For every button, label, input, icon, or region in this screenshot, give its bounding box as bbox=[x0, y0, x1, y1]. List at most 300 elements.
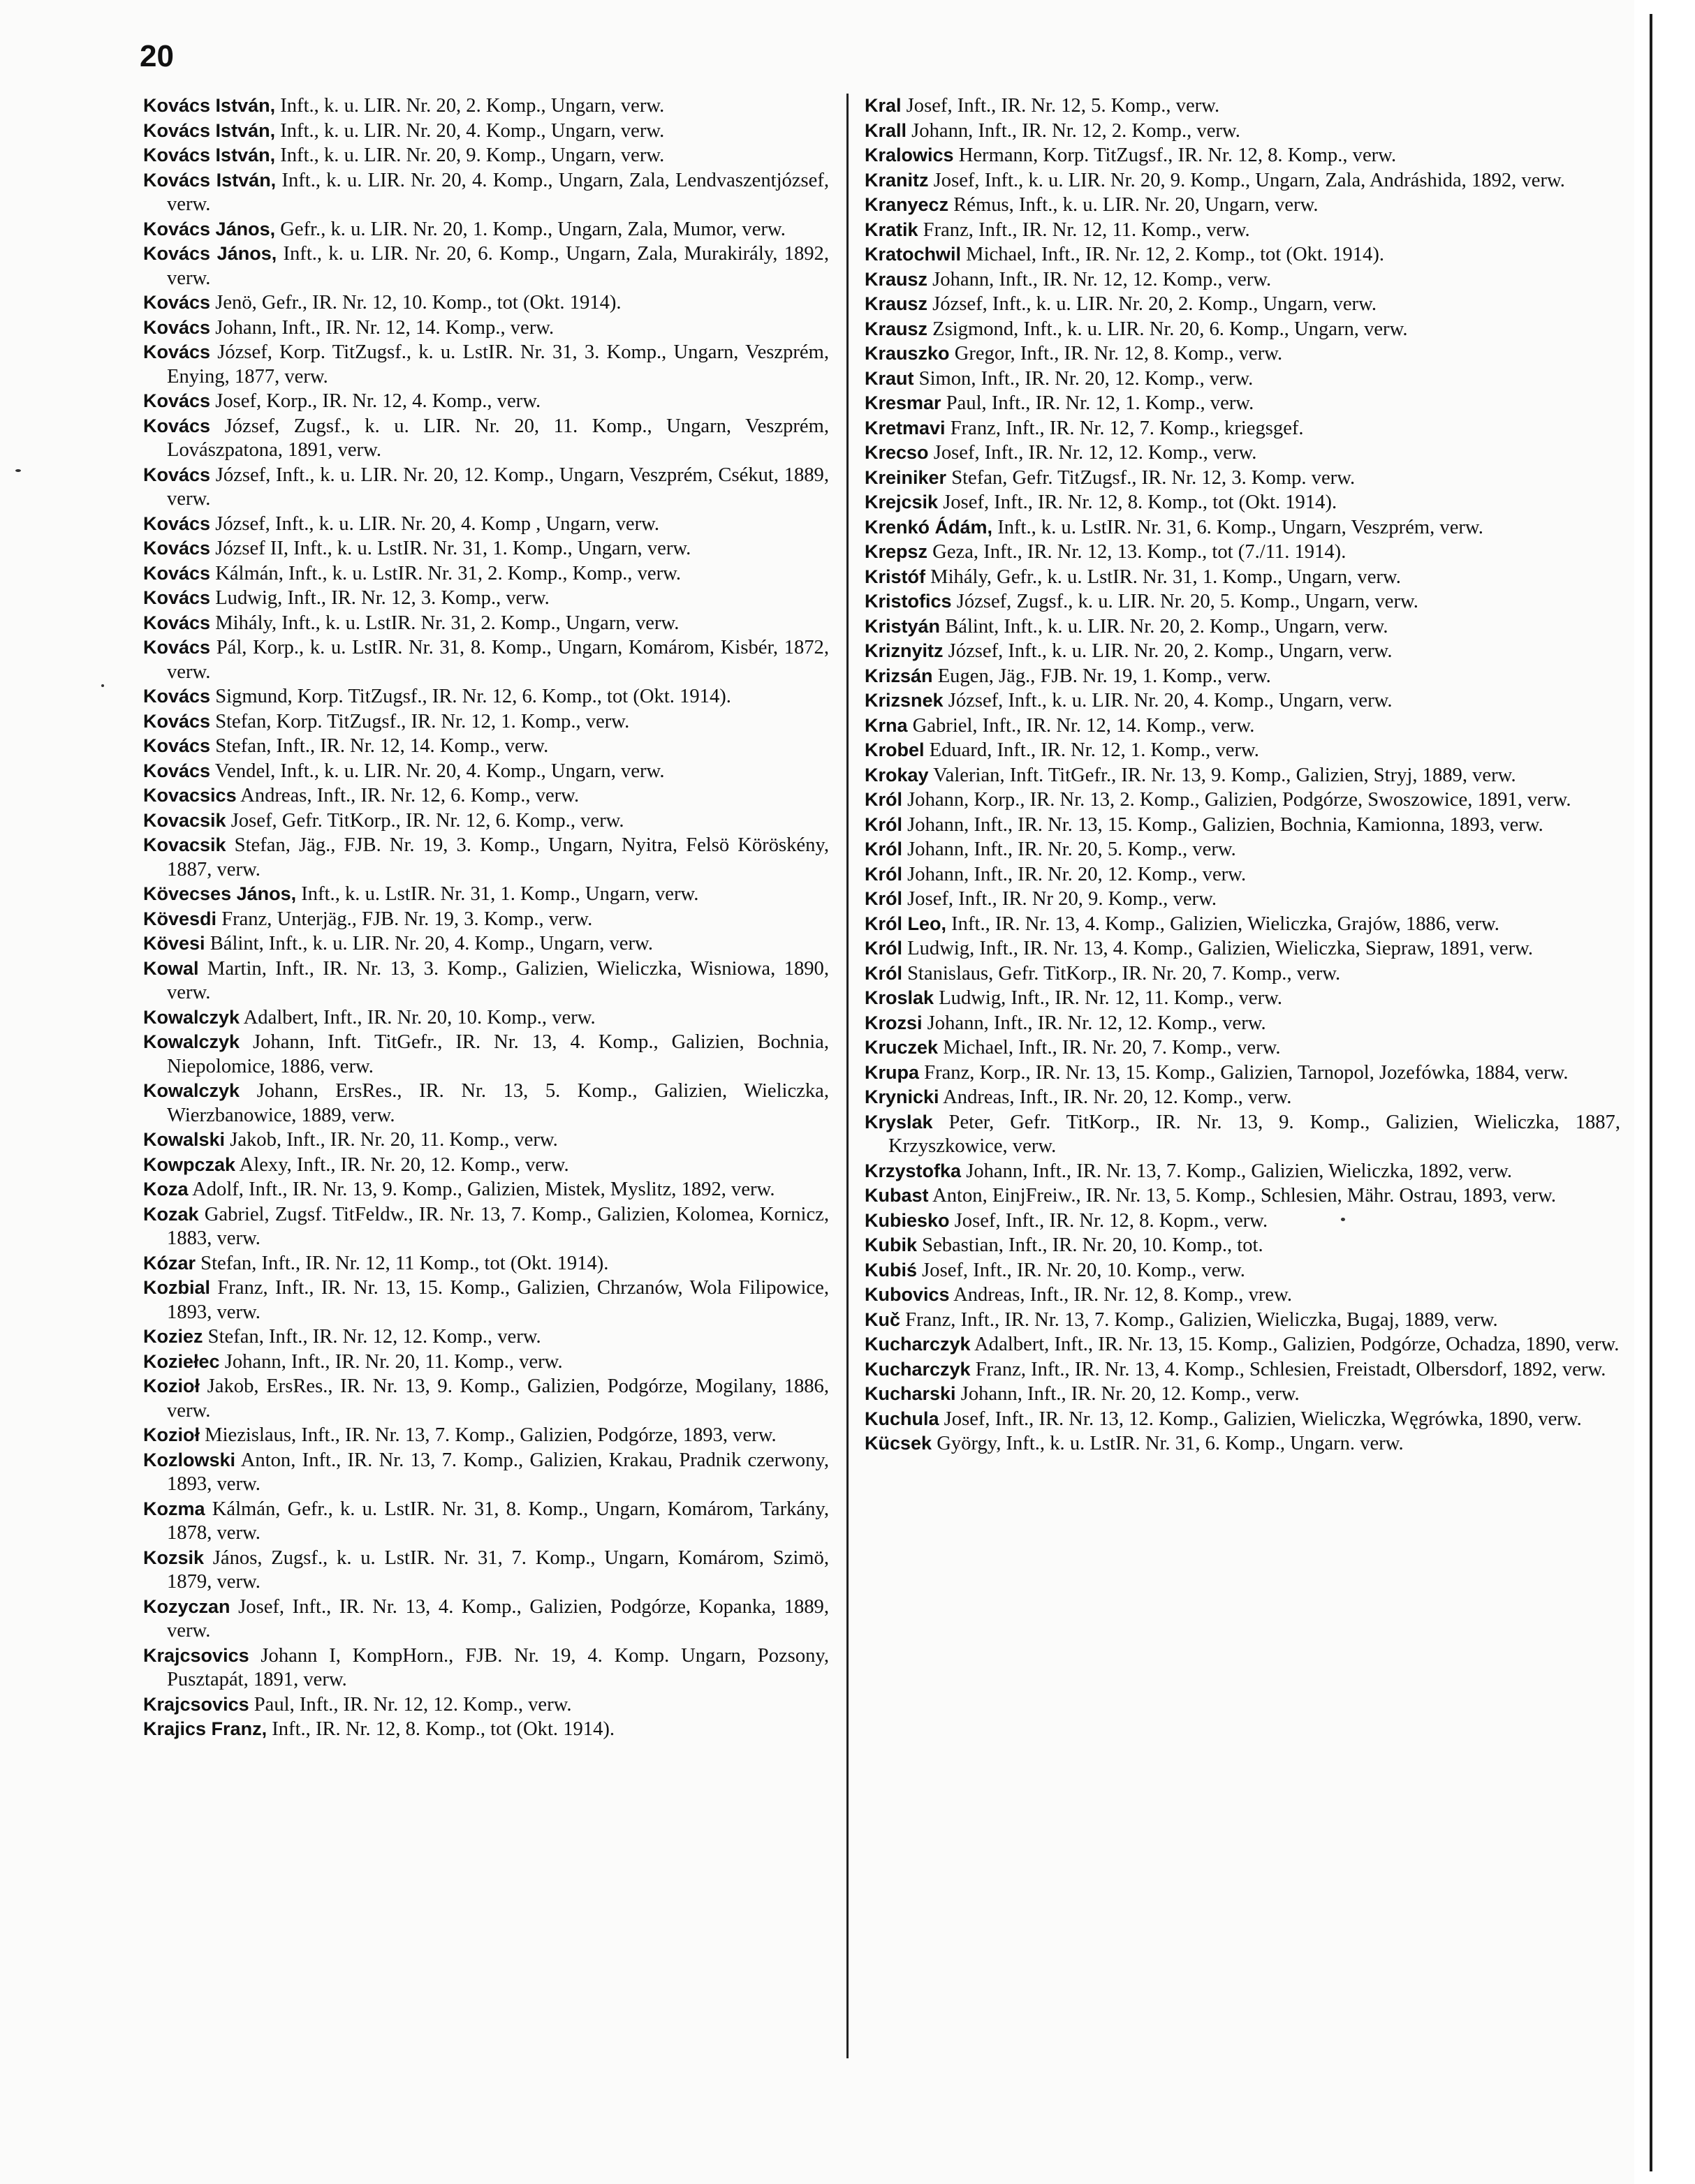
entry-details: Inft., k. u. LIR. Nr. 20, 6. Komp., Ungarn, Zala, Murakirály, 1892, verw. bbox=[167, 243, 829, 289]
entry-surname: Kowpczak bbox=[143, 1153, 236, 1175]
entry-details: Josef, Gefr. TitKorp., IR. Nr. 12, 6. Komp., verw. bbox=[226, 809, 624, 832]
register-entry bbox=[865, 688, 1620, 714]
entry-surname: Król bbox=[865, 789, 902, 810]
entry-surname: Kovács bbox=[143, 292, 211, 313]
register-entry bbox=[865, 986, 1620, 1011]
entry-details: Josef, Inft., IR. Nr. 13, 4. Komp., Galizien, Podgórze, Kopanka, 1889, verw. bbox=[167, 1595, 829, 1641]
entry-surname: Kovács bbox=[143, 538, 211, 559]
entry-details: Inft., IR. Nr. 13, 4. Komp., Galizien, Wieliczka, Grajów, 1886, verw. bbox=[946, 913, 1499, 935]
register-entry bbox=[865, 367, 1620, 392]
register-entry bbox=[865, 1085, 1620, 1110]
entry-details: Franz, Inft., IR. Nr. 12, 7. Komp., kriegsgef. bbox=[945, 417, 1304, 439]
register-entry bbox=[865, 1061, 1620, 1086]
register-entry bbox=[865, 1332, 1620, 1357]
register-entry bbox=[865, 1258, 1620, 1283]
register-entry bbox=[143, 1079, 829, 1128]
right-column bbox=[865, 94, 1620, 1456]
entry-surname: Król bbox=[865, 962, 902, 984]
register-entry bbox=[865, 490, 1620, 515]
entry-details: Bálint, Inft., k. u. LIR. Nr. 20, 4. Komp., Ungarn, verw. bbox=[205, 933, 653, 954]
entry-surname: Kroslak bbox=[865, 987, 934, 1008]
register-entry bbox=[143, 1325, 829, 1350]
register-entry bbox=[143, 1497, 829, 1546]
entry-details: József, Zugsf., k. u. LIR. Nr. 20, 11. Komp., Ungarn, Veszprém, Lovászpatona, 1891, verw. bbox=[167, 415, 829, 461]
register-entry bbox=[143, 242, 829, 290]
entry-surname: Kristóf bbox=[865, 566, 925, 587]
entry-surname: Kozlowski bbox=[143, 1449, 236, 1470]
entry-details: Inft., k. u. LIR. Nr. 20, 9. Komp., Ungarn, verw. bbox=[275, 145, 665, 166]
entry-details: Ludwig, Inft., IR. Nr. 13, 4. Komp., Galizien, Wieliczka, Siepraw, 1891, verw. bbox=[902, 938, 1534, 959]
entry-details: Josef, Inft., IR. Nr. 12, 8. Kopm., verw. bbox=[949, 1209, 1268, 1232]
entry-details: József, Korp. TitZugsf., k. u. LstIR. Nr. 31, 3. Komp., Ungarn, Veszprém, Enying, 1877, verw. bbox=[167, 341, 829, 388]
entry-details: József, Inft., k. u. LIR. Nr. 20, 4. Komp , Ungarn, verw. bbox=[210, 512, 660, 535]
entry-details: Valerian, Inft. TitGefr., IR. Nr. 13, 9. Komp., Galizien, Stryj, 1889, verw. bbox=[928, 764, 1516, 786]
entry-details: Bálint, Inft., k. u. LIR. Nr. 20, 2. Komp., Ungarn, verw. bbox=[940, 615, 1388, 637]
register-entry bbox=[865, 1431, 1620, 1456]
register-entry bbox=[865, 639, 1620, 664]
entry-surname: Kowalczyk bbox=[143, 1006, 240, 1028]
entry-surname: Kovács bbox=[143, 316, 211, 338]
register-entry bbox=[865, 466, 1620, 491]
register-entry bbox=[143, 1005, 829, 1031]
entry-details: Stefan, Jäg., FJB. Nr. 19, 3. Komp., Ungarn, Nyitra, Felsö Köröskény, 1887, verw. bbox=[167, 834, 829, 880]
entry-surname: Kövesdi bbox=[143, 908, 217, 929]
entry-surname: Kovács bbox=[143, 562, 211, 584]
register-entry bbox=[865, 738, 1620, 763]
entry-surname: Kranyecz bbox=[865, 194, 949, 215]
scan-margin bbox=[1634, 0, 1695, 2184]
entry-details: Sebastian, Inft., IR. Nr. 20, 10. Komp., tot. bbox=[917, 1234, 1263, 1256]
entry-surname: Kucharczyk bbox=[865, 1334, 971, 1355]
entry-details: Peter, Gefr. TitKorp., IR. Nr. 13, 9. Komp., Galizien, Wieliczka, 1887, Krzyszkowice, verw. bbox=[888, 1111, 1620, 1157]
register-entry bbox=[865, 1035, 1620, 1061]
register-entry bbox=[865, 912, 1620, 937]
entry-details: Paul, Inft., IR. Nr. 12, 1. Komp., verw. bbox=[941, 392, 1254, 414]
register-entry bbox=[143, 1644, 829, 1692]
entry-surname: Kozioł bbox=[143, 1375, 200, 1396]
entry-details: Josef, Inft., IR. Nr. 20, 10. Komp., verw. bbox=[917, 1259, 1245, 1281]
entry-surname: Kral bbox=[865, 95, 902, 116]
register-entry bbox=[143, 1374, 829, 1423]
entry-surname: Kovács bbox=[143, 341, 211, 362]
register-entry bbox=[865, 1357, 1620, 1382]
register-entry bbox=[143, 586, 829, 611]
register-entry bbox=[865, 1183, 1620, 1209]
entry-surname: Kuchula bbox=[865, 1408, 939, 1429]
entry-details: Josef, Korp., IR. Nr. 12, 4. Komp., verw. bbox=[210, 390, 541, 412]
register-entry bbox=[143, 635, 829, 684]
register-entry bbox=[143, 316, 829, 341]
entry-surname: Kovács bbox=[143, 637, 211, 658]
register-entry bbox=[143, 809, 829, 834]
entry-details: Andreas, Inft., IR. Nr. 12, 6. Komp., verw. bbox=[236, 785, 580, 806]
register-entry bbox=[865, 1407, 1620, 1432]
entry-details: Gabriel, Zugsf. TitFeldw., IR. Nr. 13, 7. Komp., Galizien, Kolomea, Kornicz, 1883, verw. bbox=[167, 1203, 829, 1249]
entry-details: Josef, Inft., IR. Nr. 12, 8. Komp., tot (Okt. 1914). bbox=[938, 492, 1337, 513]
entry-details: Rémus, Inft., k. u. LIR. Nr. 20, Ungarn, verw. bbox=[948, 194, 1319, 216]
entry-surname: Kovács bbox=[143, 686, 211, 707]
entry-surname: Kozyczan bbox=[143, 1595, 230, 1617]
entry-details: Johann, Inft., IR. Nr. 13, 7. Komp., Galizien, Wieliczka, 1892, verw. bbox=[961, 1160, 1513, 1182]
scan-speck bbox=[1341, 1218, 1345, 1221]
register-entry bbox=[143, 1595, 829, 1644]
register-entry bbox=[865, 242, 1620, 267]
register-entry bbox=[865, 1209, 1620, 1234]
entry-surname: Król bbox=[865, 888, 902, 909]
register-entry bbox=[865, 763, 1620, 788]
register-entry bbox=[143, 1717, 829, 1742]
entry-surname: Król bbox=[865, 813, 902, 835]
entry-details: József, Zugsf., k. u. LIR. Nr. 20, 5. Komp., Ungarn, verw. bbox=[951, 591, 1418, 612]
column-divider bbox=[846, 94, 849, 2058]
entry-surname: Kovacsik bbox=[143, 809, 226, 831]
entry-surname: Kucharczyk bbox=[865, 1358, 971, 1380]
entry-surname: Kovacsik bbox=[143, 834, 226, 855]
entry-details: Michael, Inft., IR. Nr. 20, 7. Komp., verw. bbox=[938, 1037, 1281, 1058]
entry-details: Johann, Inft., IR. Nr. 12, 12. Komp., verw. bbox=[922, 1012, 1266, 1034]
entry-surname: Kriznyitz bbox=[865, 640, 944, 661]
entry-surname: Król bbox=[865, 938, 902, 959]
entry-details: Kálmán, Inft., k. u. LstIR. Nr. 31, 2. Komp., Komp., verw. bbox=[210, 562, 682, 584]
entry-details: Franz, Inft., IR. Nr. 13, 4. Komp., Schlesien, Freistadt, Olbersdorf, 1892, verw. bbox=[970, 1358, 1606, 1380]
page-number: 20 bbox=[140, 39, 174, 73]
register-entry bbox=[143, 290, 829, 316]
register-entry bbox=[865, 515, 1620, 540]
entry-details: József, Inft., k. u. LIR. Nr. 20, 4. Komp., Ungarn, verw. bbox=[943, 690, 1393, 711]
register-entry bbox=[143, 389, 829, 414]
entry-details: Johann, ErsRes., IR. Nr. 13, 5. Komp., Galizien, Wieliczka, Wierzbanowice, 1889, verw. bbox=[167, 1080, 829, 1126]
entry-surname: Kuč bbox=[865, 1308, 901, 1330]
entry-surname: Kovács bbox=[143, 710, 211, 732]
entry-details: Sigmund, Korp. TitZugsf., IR. Nr. 12, 6. Komp., tot (Okt. 1914). bbox=[210, 686, 731, 707]
entry-details: Inft., k. u. LIR. Nr. 20, 4. Komp., Ungarn, verw. bbox=[275, 119, 665, 142]
entry-details: Ludwig, Inft., IR. Nr. 12, 3. Komp., verw. bbox=[210, 587, 550, 609]
entry-surname: Kücsek bbox=[865, 1433, 932, 1454]
entry-details: József, Inft., k. u. LIR. Nr. 20, 2. Komp., Ungarn, verw. bbox=[943, 640, 1393, 662]
entry-details: Franz, Inft., IR. Nr. 13, 7. Komp., Galizien, Wieliczka, Bugaj, 1889, verw. bbox=[900, 1308, 1498, 1331]
entry-details: Jenö, Gefr., IR. Nr. 12, 10. Komp., tot (Okt. 1914). bbox=[210, 292, 622, 313]
register-entry bbox=[143, 833, 829, 882]
entry-details: Michael, Inft., IR. Nr. 12, 2. Komp., tot (Okt. 1914). bbox=[961, 244, 1384, 265]
register-entry bbox=[143, 414, 829, 463]
entry-surname: Kovács bbox=[143, 612, 211, 633]
register-entry bbox=[143, 143, 829, 168]
entry-details: Geza, Inft., IR. Nr. 12, 13. Komp., tot (7./11. 1914). bbox=[927, 541, 1347, 563]
entry-surname: Krausz bbox=[865, 318, 928, 339]
register-entry bbox=[143, 882, 829, 907]
entry-surname: Krozsi bbox=[865, 1012, 923, 1033]
register-entry bbox=[865, 862, 1620, 887]
entry-surname: Kozsik bbox=[143, 1547, 205, 1568]
entry-surname: Krenkó Ádám, bbox=[865, 516, 993, 538]
entry-details: Jakob, Inft., IR. Nr. 20, 11. Komp., verw. bbox=[225, 1129, 558, 1151]
entry-details: Josef, Inft., IR. Nr. 12, 12. Komp., verw. bbox=[928, 442, 1257, 464]
entry-details: Johann, Inft., IR. Nr. 13, 15. Komp., Galizien, Bochnia, Kamionna, 1893, verw. bbox=[902, 813, 1543, 836]
register-entry bbox=[143, 957, 829, 1005]
entry-surname: Kubik bbox=[865, 1234, 918, 1255]
register-entry bbox=[865, 887, 1620, 912]
entry-surname: Krejcsik bbox=[865, 492, 939, 512]
register-entry bbox=[143, 684, 829, 709]
register-entry bbox=[865, 1233, 1620, 1258]
entry-surname: Krecso bbox=[865, 442, 929, 463]
entry-surname: Kucharski bbox=[865, 1383, 956, 1404]
entry-details: Paul, Inft., IR. Nr. 12, 12. Komp., verw. bbox=[249, 1693, 572, 1716]
entry-surname: Kubovics bbox=[865, 1284, 950, 1305]
entry-details: Johann, Korp., IR. Nr. 13, 2. Komp., Galizien, Podgórze, Swoszowice, 1891, verw. bbox=[902, 789, 1571, 811]
entry-surname: Kovács bbox=[143, 512, 211, 534]
entry-surname: Kresmar bbox=[865, 392, 941, 413]
entry-surname: Kowalczyk bbox=[143, 1080, 240, 1101]
entry-details: Kálmán, Gefr., k. u. LstIR. Nr. 31, 8. Komp., Ungarn, Komárom, Tarkány, 1878, verw. bbox=[167, 1498, 829, 1544]
entry-surname: Kovács bbox=[143, 735, 211, 756]
entry-details: Jakob, ErsRes., IR. Nr. 13, 9. Komp., Galizien, Podgórze, Mogilany, 1886, verw. bbox=[167, 1375, 829, 1422]
entry-surname: Kubiś bbox=[865, 1259, 918, 1281]
entry-surname: Kovács István, bbox=[143, 145, 276, 165]
entry-surname: Krajics Franz, bbox=[143, 1718, 267, 1739]
entry-details: Mihály, Inft., k. u. LstIR. Nr. 31, 2. Komp., Ungarn, verw. bbox=[210, 612, 680, 634]
entry-details: Adalbert, Inft., IR. Nr. 13, 15. Komp., Galizien, Podgórze, Ochadza, 1890, verw. bbox=[970, 1334, 1620, 1355]
entry-surname: Kozioł bbox=[143, 1424, 200, 1445]
entry-surname: Król Leo, bbox=[865, 913, 947, 934]
register-entry bbox=[143, 1276, 829, 1325]
register-entry bbox=[143, 1128, 829, 1153]
entry-surname: Krna bbox=[865, 714, 908, 736]
register-entry bbox=[143, 512, 829, 537]
entry-details: Johann, Inft. TitGefr., IR. Nr. 13, 4. Komp., Galizien, Bochnia, Niepolomice, 1886, verw. bbox=[167, 1031, 829, 1077]
entry-details: Johann I, KompHorn., FJB. Nr. 19, 4. Komp. Ungarn, Pozsony, Pusztapát, 1891, verw. bbox=[167, 1644, 829, 1690]
entry-details: Inft., k. u. LIR. Nr. 20, 2. Komp., Ungarn, verw. bbox=[275, 95, 665, 117]
entry-details: Johann, Inft., IR. Nr. 12, 2. Komp., verw. bbox=[907, 119, 1240, 142]
entry-details: Stefan, Inft., IR. Nr. 12, 11 Komp., tot (Okt. 1914). bbox=[196, 1252, 609, 1274]
entry-details: Stefan, Inft., IR. Nr. 12, 14. Komp., verw. bbox=[210, 735, 549, 757]
entry-surname: Krausz bbox=[865, 268, 928, 290]
scan-speck bbox=[101, 684, 104, 687]
register-entry bbox=[143, 340, 829, 389]
entry-details: Stefan, Inft., IR. Nr. 12, 12. Komp., verw. bbox=[203, 1326, 541, 1348]
entry-details: Franz, Unterjäg., FJB. Nr. 19, 3. Komp., verw. bbox=[217, 908, 593, 930]
register-entry bbox=[143, 1030, 829, 1079]
entry-details: Anton, Inft., IR. Nr. 13, 7. Komp., Galizien, Krakau, Pradnik czerwony, 1893, verw. bbox=[167, 1449, 829, 1495]
entry-surname: Kraut bbox=[865, 367, 914, 389]
register-entry bbox=[865, 143, 1620, 168]
entry-surname: Kreiniker bbox=[865, 466, 947, 488]
register-entry bbox=[865, 1283, 1620, 1308]
entry-details: Johann, Inft., IR. Nr. 12, 14. Komp., verw. bbox=[210, 316, 555, 339]
register-entry bbox=[865, 119, 1620, 144]
register-entry bbox=[865, 391, 1620, 416]
entry-details: Franz, Inft., IR. Nr. 12, 11. Komp., verw. bbox=[918, 219, 1250, 241]
register-entry bbox=[865, 341, 1620, 367]
register-entry bbox=[143, 1448, 829, 1497]
register-entry bbox=[143, 1177, 829, 1202]
entry-surname: Kovács bbox=[143, 464, 211, 485]
entry-surname: Kowalczyk bbox=[143, 1031, 240, 1052]
entry-surname: Krajcsovics bbox=[143, 1693, 249, 1715]
entry-surname: Kryslak bbox=[865, 1111, 933, 1132]
entry-details: Inft., IR. Nr. 12, 8. Komp., tot (Okt. 1914). bbox=[267, 1718, 615, 1740]
register-entry bbox=[143, 1546, 829, 1595]
entry-details: Adalbert, Inft., IR. Nr. 20, 10. Komp., verw. bbox=[240, 1006, 596, 1028]
entry-surname: Kövesi bbox=[143, 933, 205, 954]
entry-details: Johann, Inft., IR. Nr. 20, 12. Komp., verw. bbox=[902, 863, 1247, 885]
register-entry bbox=[143, 709, 829, 735]
register-entry bbox=[143, 217, 829, 242]
register-entry bbox=[143, 931, 829, 957]
register-entry bbox=[865, 416, 1620, 441]
entry-surname: Kövecses János, bbox=[143, 883, 297, 904]
entry-details: Andreas, Inft., IR. Nr. 12, 8. Komp., vrew. bbox=[949, 1284, 1293, 1306]
entry-surname: Kovács bbox=[143, 390, 211, 411]
register-entry bbox=[865, 540, 1620, 565]
entry-details: Ludwig, Inft., IR. Nr. 12, 11. Komp., verw. bbox=[934, 987, 1283, 1009]
entry-details: Josef, Inft., IR. Nr 20, 9. Komp., verw. bbox=[902, 888, 1217, 910]
register-entry bbox=[865, 292, 1620, 317]
entry-surname: Kubiesko bbox=[865, 1209, 950, 1231]
entry-details: Josef, Inft., IR. Nr. 13, 12. Komp., Galizien, Wieliczka, Węgrówka, 1890, verw. bbox=[939, 1408, 1582, 1430]
register-entry bbox=[865, 1159, 1620, 1184]
register-entry bbox=[865, 94, 1620, 119]
entry-details: Hermann, Korp. TitZugsf., IR. Nr. 12, 8. Komp., verw. bbox=[953, 145, 1397, 166]
register-entry bbox=[865, 614, 1620, 640]
entry-surname: Kovács János, bbox=[143, 243, 277, 264]
entry-details: József, Inft., k. u. LIR. Nr. 20, 12. Komp., Ungarn, Veszprém, Csékut, 1889, verw. bbox=[167, 464, 829, 510]
register-entry bbox=[143, 1692, 829, 1718]
entry-surname: Kratik bbox=[865, 219, 918, 240]
register-entry bbox=[865, 1110, 1620, 1159]
entry-details: József II, Inft., k. u. LstIR. Nr. 31, 1. Komp., Ungarn, verw. bbox=[210, 538, 691, 559]
entry-surname: Kovacsics bbox=[143, 785, 237, 806]
left-column bbox=[143, 94, 829, 1742]
entry-surname: Krizsán bbox=[865, 665, 933, 686]
entry-surname: Koziez bbox=[143, 1326, 203, 1347]
entry-surname: Kovács bbox=[143, 760, 211, 781]
entry-details: Franz, Korp., IR. Nr. 13, 15. Komp., Galizien, Tarnopol, Jozefówka, 1884, verw. bbox=[919, 1061, 1569, 1084]
entry-surname: Kozbial bbox=[143, 1277, 211, 1298]
entry-surname: Krzystofka bbox=[865, 1160, 962, 1181]
entry-surname: Król bbox=[865, 839, 902, 859]
register-entry bbox=[143, 561, 829, 586]
register-entry bbox=[143, 94, 829, 119]
register-entry bbox=[143, 611, 829, 636]
entry-surname: Kózar bbox=[143, 1252, 196, 1274]
entry-surname: Kristyán bbox=[865, 615, 941, 637]
register-entry bbox=[865, 267, 1620, 293]
entry-details: Adolf, Inft., IR. Nr. 13, 9. Komp., Galizien, Mistek, Myslitz, 1892, verw. bbox=[188, 1179, 775, 1200]
register-entry bbox=[865, 1308, 1620, 1333]
register-entry bbox=[143, 1153, 829, 1178]
register-entry bbox=[143, 759, 829, 784]
entry-surname: Kovács István, bbox=[143, 95, 276, 116]
register-entry bbox=[865, 961, 1620, 987]
register-entry bbox=[865, 218, 1620, 243]
entry-surname: Krizsnek bbox=[865, 690, 944, 711]
register-entry bbox=[865, 664, 1620, 689]
register-entry bbox=[143, 1423, 829, 1448]
entry-surname: Krepsz bbox=[865, 541, 928, 562]
entry-details: Inft., k. u. LstIR. Nr. 31, 6. Komp., Ungarn, Veszprém, verw. bbox=[992, 516, 1483, 538]
entry-details: Eugen, Jäg., FJB. Nr. 19, 1. Komp., verw. bbox=[932, 665, 1271, 687]
entry-surname: Krausz bbox=[865, 293, 928, 314]
entry-details: Gregor, Inft., IR. Nr. 12, 8. Komp., verw. bbox=[949, 343, 1283, 364]
entry-details: Johann, Inft., IR. Nr. 20, 5. Komp., verw. bbox=[902, 839, 1236, 860]
entry-surname: Kratochwil bbox=[865, 244, 962, 265]
entry-surname: Krall bbox=[865, 119, 907, 141]
entry-details: György, Inft., k. u. LstIR. Nr. 31, 6. Komp., Ungarn. verw. bbox=[932, 1433, 1404, 1454]
entry-surname: Krokay bbox=[865, 764, 929, 785]
entry-surname: Kubast bbox=[865, 1185, 929, 1206]
entry-details: Gabriel, Inft., IR. Nr. 12, 14. Komp., verw. bbox=[907, 714, 1255, 737]
entry-details: József, Inft., k. u. LIR. Nr. 20, 2. Komp., Ungarn, verw. bbox=[927, 293, 1377, 315]
register-entry bbox=[865, 1011, 1620, 1036]
entry-surname: Kowalski bbox=[143, 1129, 226, 1150]
entry-details: Josef, Inft., IR. Nr. 12, 5. Komp., verw. bbox=[901, 95, 1220, 117]
entry-details: Josef, Inft., k. u. LIR. Nr. 20, 9. Komp., Ungarn, Zala, Andráshida, 1892, verw. bbox=[928, 169, 1565, 191]
entry-details: Miezislaus, Inft., IR. Nr. 13, 7. Komp., Galizien, Podgórze, 1893, verw. bbox=[200, 1424, 777, 1446]
register-entry bbox=[143, 1251, 829, 1276]
entry-surname: Krobel bbox=[865, 739, 925, 760]
entry-details: Stefan, Gefr. TitZugsf., IR. Nr. 12, 3. Komp. verw. bbox=[946, 466, 1356, 489]
entry-details: Pál, Korp., k. u. LstIR. Nr. 31, 8. Komp., Ungarn, Komárom, Kisbér, 1872, verw. bbox=[167, 637, 829, 683]
register-entry bbox=[143, 1202, 829, 1251]
entry-surname: Król bbox=[865, 863, 902, 885]
entry-details: János, Zugsf., k. u. LstIR. Nr. 31, 7. Komp., Ungarn, Komárom, Szimö, 1879, verw. bbox=[167, 1547, 829, 1593]
entry-details: Stanislaus, Gefr. TitKorp., IR. Nr. 20, 7. Komp., verw. bbox=[902, 962, 1341, 984]
entry-details: Johann, Inft., IR. Nr. 20, 11. Komp., verw. bbox=[219, 1350, 563, 1373]
entry-details: Andreas, Inft., IR. Nr. 20, 12. Komp., verw. bbox=[939, 1086, 1292, 1108]
entry-surname: Koziełec bbox=[143, 1350, 220, 1372]
entry-details: Eduard, Inft., IR. Nr. 12, 1. Komp., verw. bbox=[924, 739, 1259, 761]
scan-speck bbox=[15, 469, 21, 472]
entry-surname: Kovács bbox=[143, 587, 211, 608]
register-entry bbox=[143, 536, 829, 561]
entry-surname: Kovács István, bbox=[143, 119, 276, 141]
register-entry bbox=[143, 463, 829, 512]
register-entry bbox=[865, 193, 1620, 218]
entry-details: Johann, Inft., IR. Nr. 20, 12. Komp., verw. bbox=[955, 1383, 1300, 1405]
entry-surname: Krauszko bbox=[865, 343, 950, 364]
entry-surname: Krajcsovics bbox=[143, 1644, 249, 1666]
entry-details: Zsigmond, Inft., k. u. LIR. Nr. 20, 6. Komp., Ungarn, verw. bbox=[927, 318, 1408, 340]
entry-surname: Krupa bbox=[865, 1061, 920, 1083]
entry-details: Stefan, Korp. TitZugsf., IR. Nr. 12, 1. Komp., verw. bbox=[210, 710, 630, 732]
entry-surname: Kovács István, bbox=[143, 169, 277, 191]
register-entry bbox=[865, 813, 1620, 838]
entry-surname: Krynicki bbox=[865, 1086, 939, 1107]
register-entry bbox=[865, 441, 1620, 466]
register-entry bbox=[865, 565, 1620, 590]
register-entry bbox=[865, 788, 1620, 813]
register-entry bbox=[143, 734, 829, 759]
scan-edge-line bbox=[1650, 14, 1652, 2171]
entry-details: Anton, EinjFreiw., IR. Nr. 13, 5. Komp., Schlesien, Mähr. Ostrau, 1893, verw. bbox=[928, 1185, 1557, 1207]
entry-surname: Kozma bbox=[143, 1498, 205, 1519]
entry-surname: Kranitz bbox=[865, 169, 929, 191]
entry-details: Gefr., k. u. LIR. Nr. 20, 1. Komp., Ungarn, Zala, Mumor, verw. bbox=[275, 218, 786, 240]
entry-surname: Kristofics bbox=[865, 591, 952, 612]
entry-details: Martin, Inft., IR. Nr. 13, 3. Komp., Galizien, Wieliczka, Wisniowa, 1890, verw. bbox=[167, 957, 829, 1003]
entry-details: Vendel, Inft., k. u. LIR. Nr. 20, 4. Komp., Ungarn, verw. bbox=[210, 760, 665, 782]
register-entry bbox=[865, 317, 1620, 342]
entry-details: Inft., k. u. LIR. Nr. 20, 4. Komp., Ungarn, Zala, Lendvaszentjózsef, verw. bbox=[167, 169, 829, 215]
register-entry bbox=[865, 936, 1620, 961]
entry-details: Johann, Inft., IR. Nr. 12, 12. Komp., verw. bbox=[927, 268, 1272, 290]
register-entry bbox=[143, 783, 829, 809]
register-entry bbox=[865, 589, 1620, 614]
entry-surname: Kovács János, bbox=[143, 218, 276, 239]
entry-details: Alexy, Inft., IR. Nr. 20, 12. Komp., verw. bbox=[235, 1153, 569, 1176]
register-entry bbox=[143, 907, 829, 932]
